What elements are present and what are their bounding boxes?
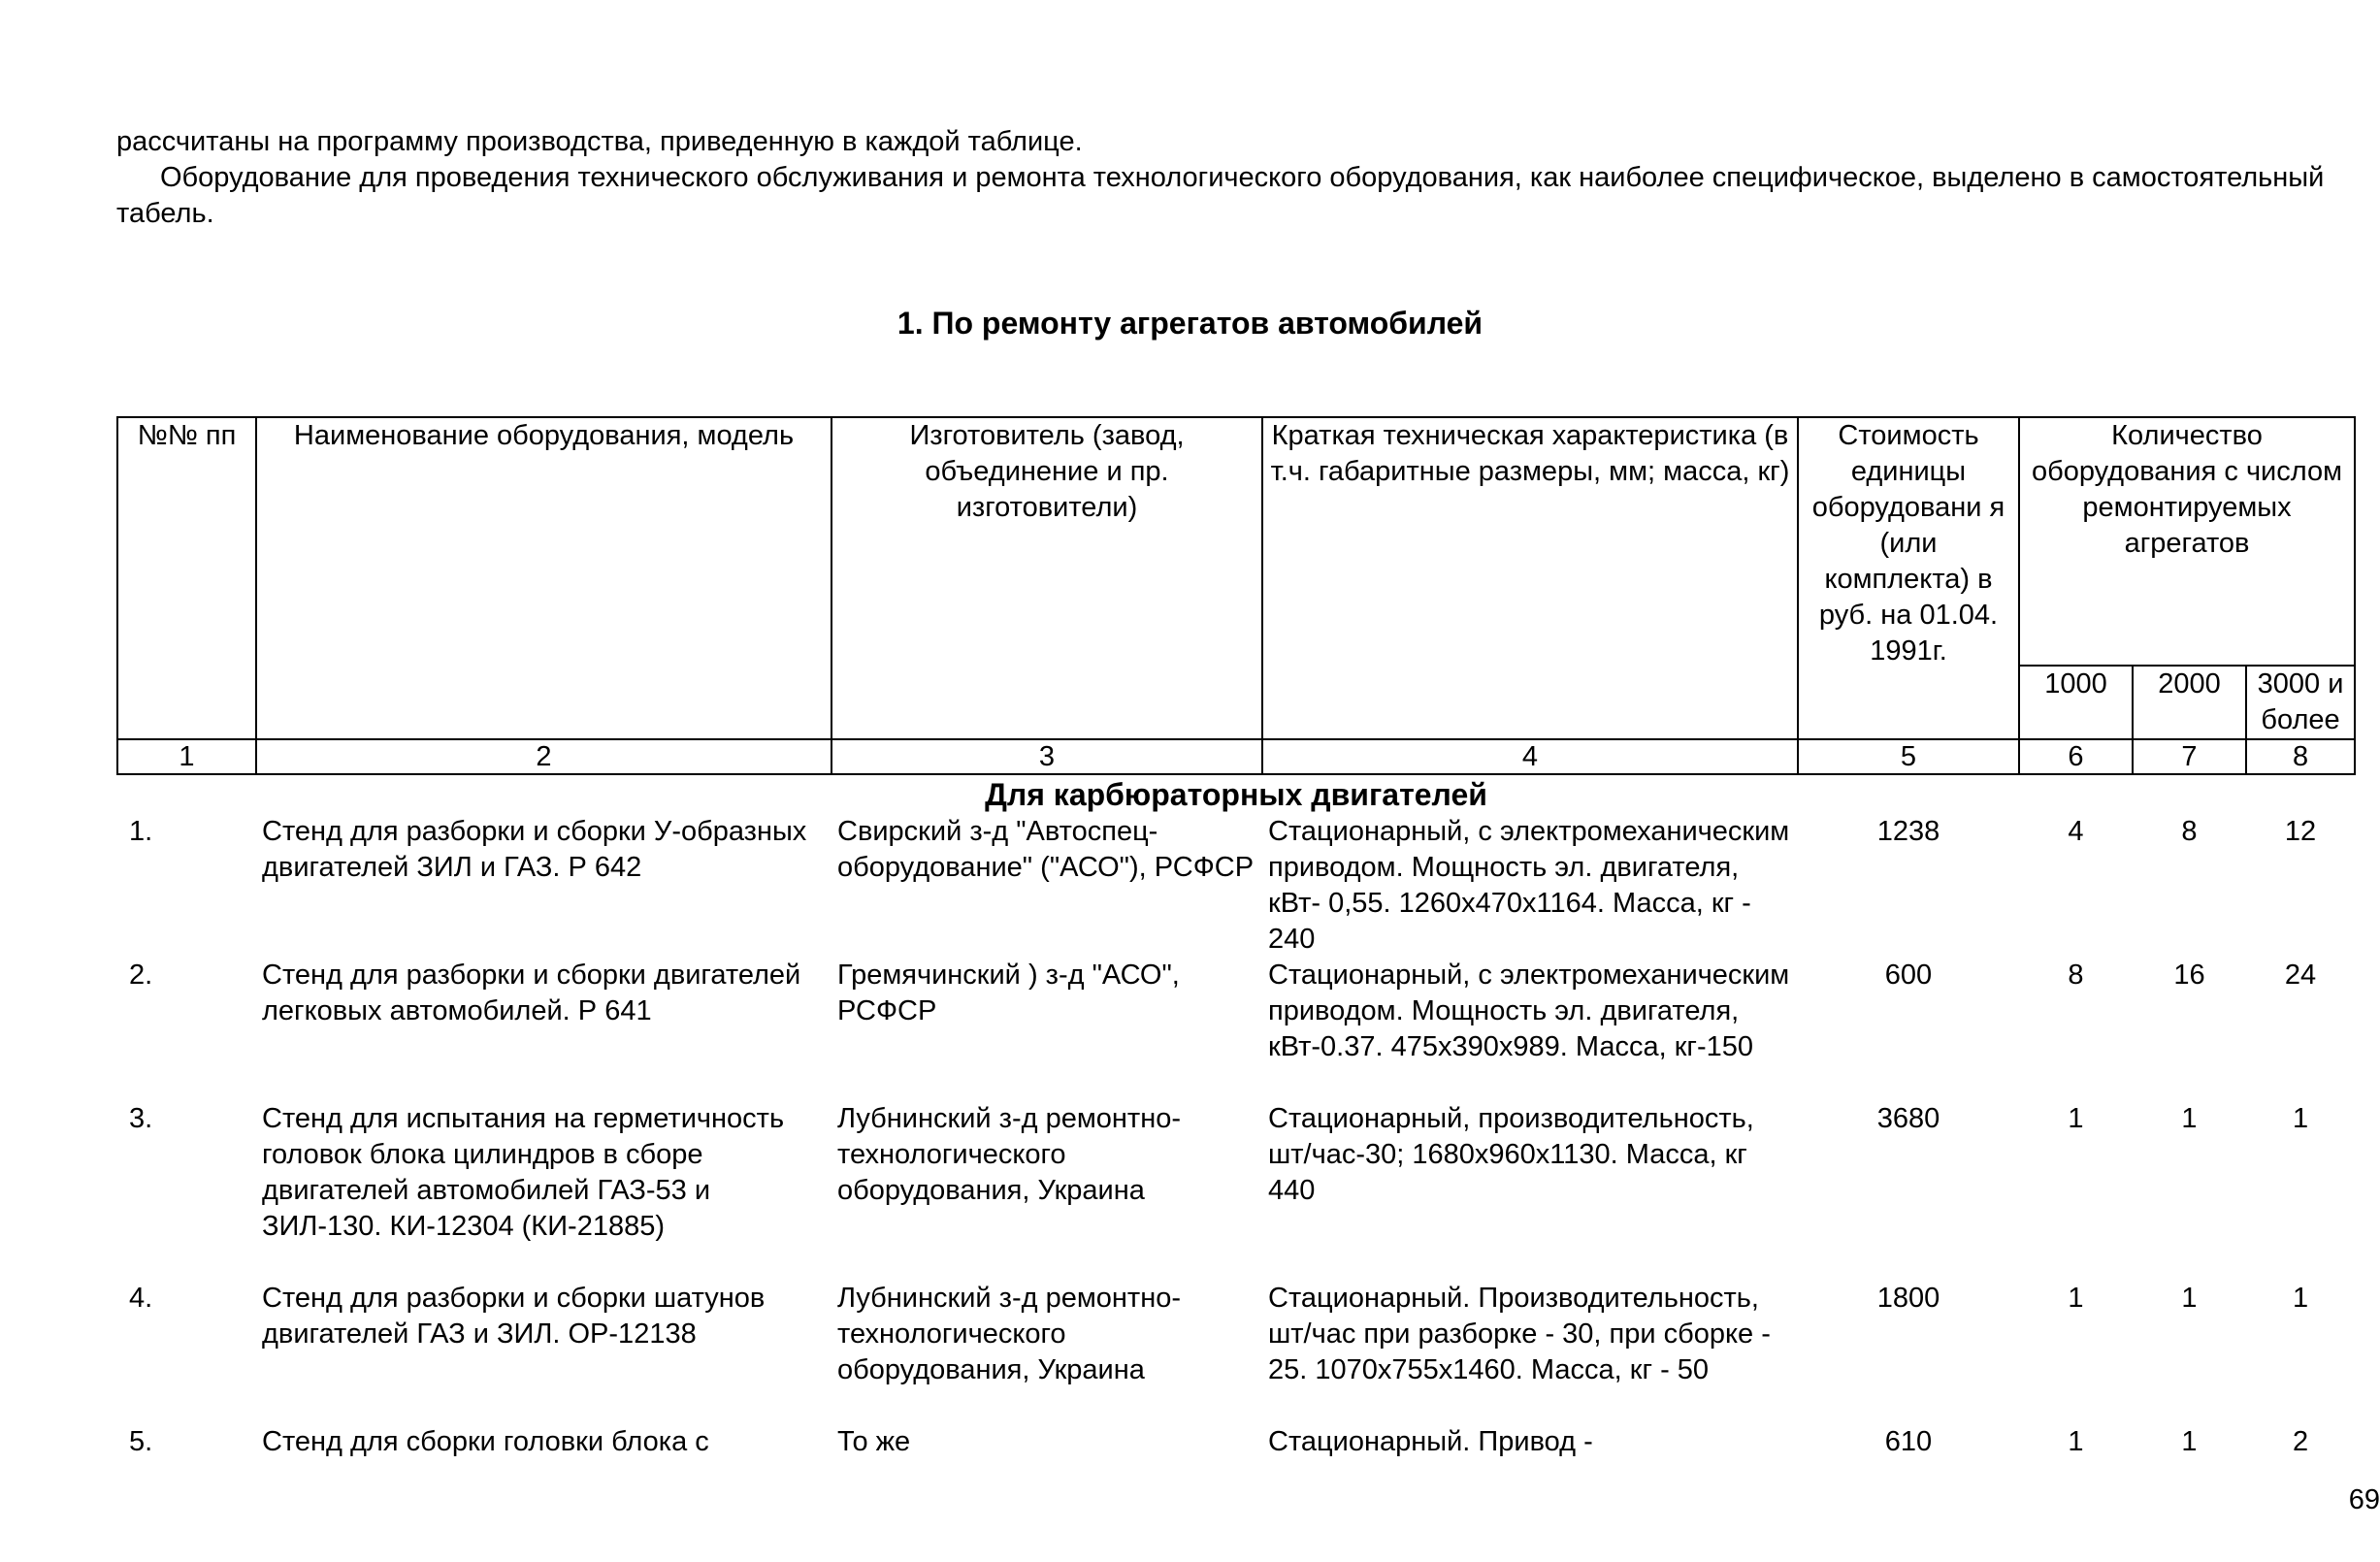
equipment-name: Стенд для испытания на герметичность головок блока цилиндров в сборе двигателей автомобилей ГАЗ-53 и ЗИЛ-130. КИ-12304 (КИ-21885): [262, 1103, 785, 1242]
intro-paragraph: Оборудование для проведения технического обслуживания и ремонта технологического оборудования, как наиболее специфическое, выделено в самостоятельный табель.: [116, 162, 2325, 229]
unit-cost: 1238: [1876, 816, 1940, 847]
quantity-3000: 2: [2292, 1426, 2309, 1457]
specification: Стационарный, с электромеханическим приводом. Мощность эл. двигателя, кВт- 0,55. 1260x470x1164. Масса, кг - 240: [1268, 816, 1790, 955]
equipment-name: Стенд для разборки и сборки двигателей легковых автомобилей. Р 641: [262, 960, 801, 1026]
equipment-name: Стенд для разборки и сборки шатунов двигателей ГАЗ и ЗИЛ. ОР-12138: [262, 1283, 766, 1350]
group-row: [117, 774, 2355, 814]
quantity-3000: 1: [2292, 1103, 2309, 1134]
column-number: 1: [117, 739, 256, 774]
header-q2000: 2000: [2133, 666, 2246, 739]
table-row: [117, 1281, 2355, 1424]
manufacturer: Свирский з-д "Автоспец-оборудование" ("АСО"), РСФСР: [837, 816, 1255, 883]
specification: Стационарный, с электромеханическим приводом. Мощность эл. двигателя, кВт-0.37. 475x390x989. Масса, кг-150: [1268, 960, 1790, 1062]
column-number: 4: [1262, 739, 1798, 774]
quantity-3000: 12: [2284, 816, 2317, 847]
manufacturer: Лубнинский з-д ремонтно-технологического оборудования, Украина: [837, 1283, 1182, 1385]
quantity-3000: 24: [2284, 960, 2317, 991]
header-q3000: 3000 и более: [2246, 666, 2355, 739]
quantity-2000: 8: [2181, 816, 2198, 847]
column-number: 8: [2246, 739, 2355, 774]
table-row: [117, 814, 2355, 958]
specification: Стационарный, производительность, шт/час-30; 1680x960x1130. Масса, кг 440: [1268, 1103, 1754, 1206]
quantity-1000: 8: [2068, 960, 2084, 991]
intro-text: [116, 124, 2338, 232]
column-number: 7: [2133, 739, 2246, 774]
manufacturer: Лубнинский з-д ремонтно-технологического оборудования, Украина: [837, 1103, 1182, 1206]
header-num: №№ пп: [117, 417, 256, 739]
header-maker: Изготовитель (завод, объединение и пр. изготовители): [831, 417, 1262, 739]
row-number: 4.: [129, 1283, 153, 1314]
row-number: 2.: [129, 960, 153, 991]
column-number: 2: [256, 739, 831, 774]
header-spec: Краткая техническая характеристика (в т.ч. габаритные размеры, мм; масса, кг): [1262, 417, 1798, 739]
manufacturer: То же: [837, 1426, 911, 1457]
column-number: 3: [831, 739, 1262, 774]
quantity-1000: 1: [2068, 1426, 2084, 1457]
table-row: [117, 958, 2355, 1101]
column-number: 5: [1798, 739, 2019, 774]
table-row: [117, 1424, 2355, 1460]
unit-cost: 1800: [1876, 1283, 1940, 1314]
intro-line: рассчитаны на программу производства, приведенную в каждой таблице.: [116, 126, 1083, 157]
header-name: Наименование оборудования, модель: [256, 417, 831, 739]
equipment-table: [116, 416, 2356, 1460]
specification: Стационарный. Производительность, шт/час при разборке - 30, при сборке - 25. 1070x755x1460. Масса, кг - 50: [1268, 1283, 1771, 1385]
quantity-1000: 1: [2068, 1103, 2084, 1134]
row-number: 1.: [129, 816, 153, 847]
unit-cost: 610: [1884, 1426, 1933, 1457]
unit-cost: 600: [1884, 960, 1933, 991]
column-number-row: [117, 739, 2355, 774]
group-title: Для карбюраторных двигателей: [985, 777, 1487, 812]
quantity-1000: 4: [2068, 816, 2084, 847]
header-q1000: 1000: [2019, 666, 2133, 739]
header-quantity: Количество оборудования с числом ремонтируемых агрегатов: [2019, 417, 2355, 666]
page-number: 69: [2348, 1484, 2380, 1515]
unit-cost: 3680: [1876, 1103, 1940, 1134]
equipment-name: Стенд для сборки головки блока с: [262, 1426, 709, 1457]
specification: Стационарный. Привод -: [1268, 1426, 1593, 1457]
quantity-2000: 1: [2181, 1426, 2198, 1457]
manufacturer: Гремячинский ) з-д "АСО", РСФСР: [837, 960, 1180, 1026]
header-cost: Стоимость единицы оборудовани я (или комплекта) в руб. на 01.04. 1991г.: [1798, 417, 2019, 739]
section-title: 1. По ремонту агрегатов автомобилей: [897, 306, 1483, 341]
row-number: 5.: [129, 1426, 153, 1457]
quantity-3000: 1: [2292, 1283, 2309, 1314]
row-number: 3.: [129, 1103, 153, 1134]
quantity-2000: 16: [2173, 960, 2205, 991]
quantity-1000: 1: [2068, 1283, 2084, 1314]
quantity-2000: 1: [2181, 1283, 2198, 1314]
table-row: [117, 1101, 2355, 1281]
column-number: 6: [2019, 739, 2133, 774]
quantity-2000: 1: [2181, 1103, 2198, 1134]
equipment-name: Стенд для разборки и сборки У-образных двигателей ЗИЛ и ГАЗ. Р 642: [262, 816, 807, 883]
